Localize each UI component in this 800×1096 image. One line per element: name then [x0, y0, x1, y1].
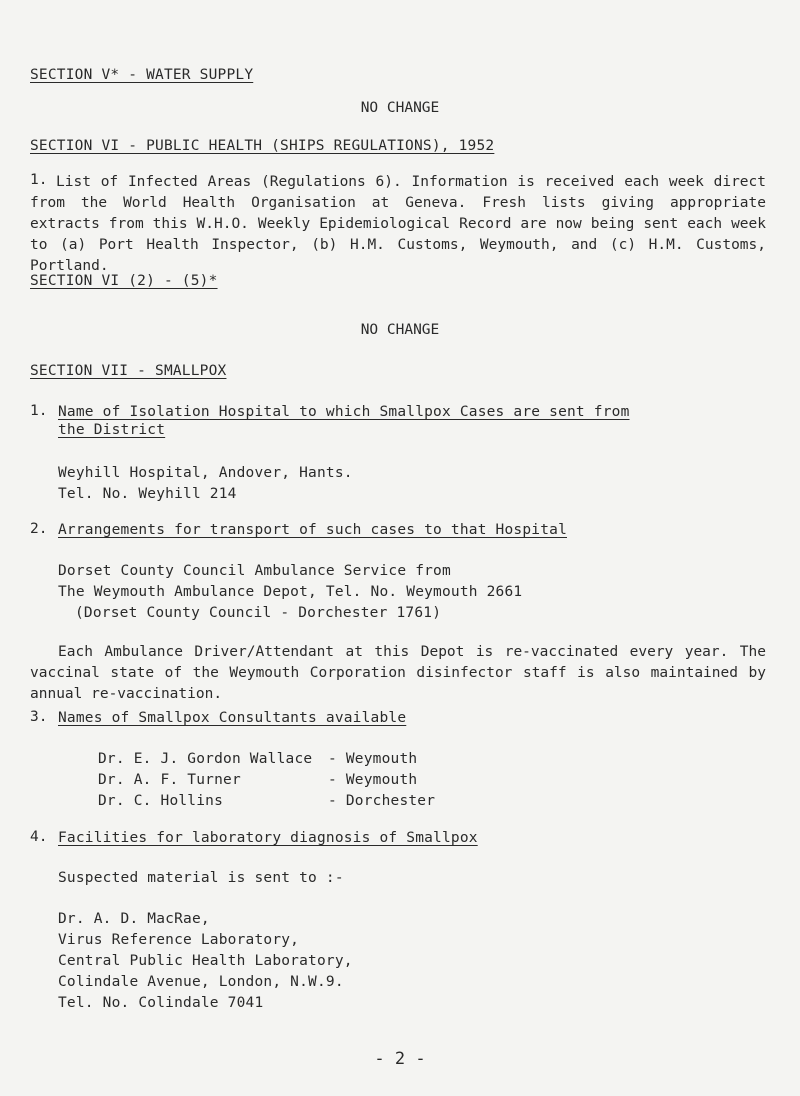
- lab-address-line: Colindale Avenue, London, N.W.9.: [58, 974, 344, 990]
- item4-number: 4.: [30, 829, 48, 845]
- consultant-name: Dr. A. F. Turner: [98, 772, 241, 788]
- item2-line1: Dorset County Council Ambulance Service from: [58, 563, 451, 579]
- page-number: - 2 -: [374, 1049, 426, 1069]
- item1-title-line1: Name of Isolation Hospital to which Smallpox Cases are sent from: [58, 404, 630, 420]
- section-vi-2-5-heading: SECTION VI (2) - (5)*: [30, 273, 218, 289]
- item1-number: 1.: [30, 403, 48, 419]
- section-vi-item1-number: 1.: [30, 172, 48, 188]
- consultant-name: Dr. C. Hollins: [98, 793, 224, 809]
- item2-number: 2.: [30, 521, 48, 537]
- item2-title: Arrangements for transport of such cases to that Hospital: [58, 522, 567, 538]
- consultant-place: - Weymouth: [328, 772, 418, 788]
- item2-line2: The Weymouth Ambulance Depot, Tel. No. Weymouth 2661: [58, 584, 523, 600]
- lab-address-line: Central Public Health Laboratory,: [58, 953, 353, 969]
- section-v-status: NO CHANGE: [360, 100, 440, 116]
- section-vi-item1-text: List of Infected Areas (Regulations 6). Information is received each week direct from the World Health Organisation at Geneva. Fresh lists giving appropriate extracts from this W.H.O. Weekly Epidemiological Record are now being sent each week to (a) Port Health Inspector, (b) H.M. Customs, Weymouth, and (c) H.M. Customs, Portland.: [30, 174, 766, 274]
- lab-address-line: Dr. A. D. MacRae,: [58, 911, 210, 927]
- item3-title: Names of Smallpox Consultants available: [58, 710, 407, 726]
- item2-paragraph: Each Ambulance Driver/Attendant at this Depot is re-vaccinated every year. The vaccinal state of the Weymouth Corporation disinfector staff is also maintained by annual re-vaccination.: [30, 644, 766, 702]
- lab-address-line: Virus Reference Laboratory,: [58, 932, 300, 948]
- lab-address-line: Tel. No. Colindale 7041: [58, 995, 264, 1011]
- section-vi-heading: SECTION VI - PUBLIC HEALTH (SHIPS REGULATIONS), 1952: [30, 138, 495, 154]
- section-vi-2-5-status: NO CHANGE: [360, 322, 440, 338]
- item1-address-line1: Weyhill Hospital, Andover, Hants.: [58, 465, 353, 481]
- consultant-place: - Dorchester: [328, 793, 436, 809]
- item2-line3: (Dorset County Council - Dorchester 1761): [75, 605, 442, 621]
- consultant-place: - Weymouth: [328, 751, 418, 767]
- item4-title: Facilities for laboratory diagnosis of Smallpox: [58, 830, 478, 846]
- item1-title-line2: the District: [58, 422, 166, 438]
- consultant-name: Dr. E. J. Gordon Wallace: [98, 751, 313, 767]
- item3-number: 3.: [30, 709, 48, 725]
- item4-intro: Suspected material is sent to :-: [58, 870, 344, 886]
- section-vii-heading: SECTION VII - SMALLPOX: [30, 363, 227, 379]
- item1-address-line2: Tel. No. Weyhill 214: [58, 486, 237, 502]
- section-v-heading: SECTION V* - WATER SUPPLY: [30, 67, 254, 83]
